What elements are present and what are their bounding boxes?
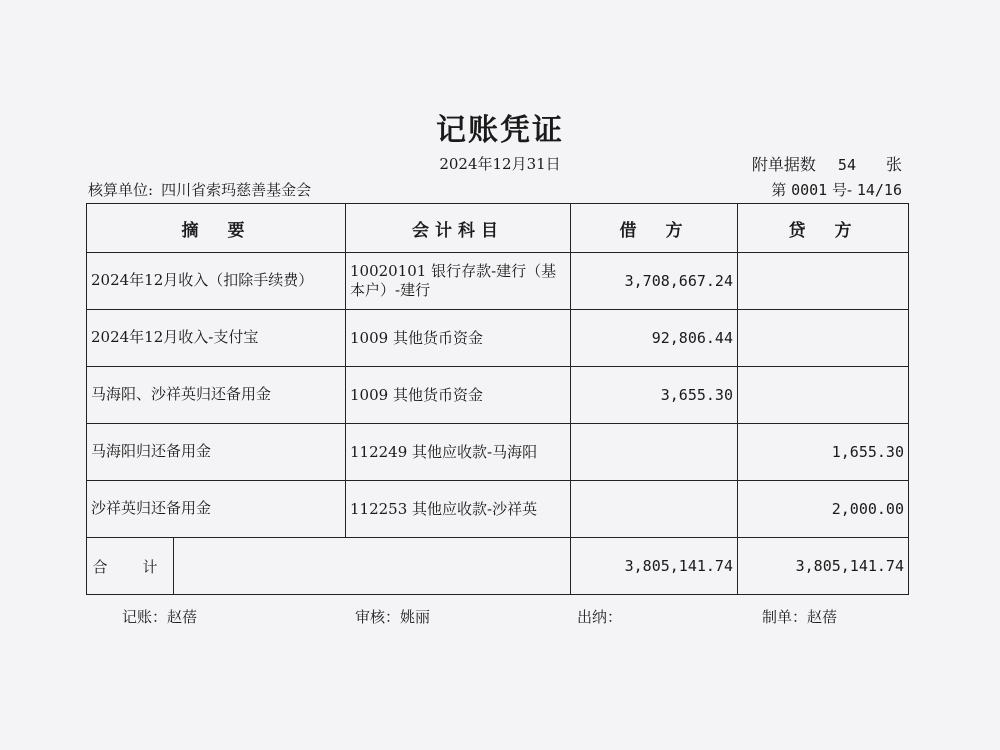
row-debit [571,481,738,538]
header-summary: 摘 要 [87,204,346,253]
total-blank [174,538,571,595]
total-debit: 3,805,141.74 [571,538,738,595]
row-credit [738,253,909,310]
table-row [87,253,909,310]
row-credit [738,310,909,367]
footer-reviewer: 审核：姚丽 [355,608,431,626]
table-row [87,367,909,424]
row-credit: 2,000.00 [738,481,909,538]
number-value: 0001 [791,181,828,199]
row-credit [738,367,909,424]
header-account: 会计科目 [346,204,571,253]
row-account: 112253 其他应收款-沙祥英 [346,481,571,538]
number-suffix: 号- [831,181,853,199]
total-label: 合 计 [87,538,174,595]
row-account: 1009 其他货币资金 [346,310,571,367]
row-credit: 1,655.30 [738,424,909,481]
row-account: 112249 其他应收款-马海阳 [346,424,571,481]
row-debit [571,424,738,481]
row-debit: 3,655.30 [571,367,738,424]
total-row [87,538,909,595]
table-row [87,424,909,481]
attachments-label: 附单据数 [751,155,816,174]
row-summary: 马海阳、沙祥英归还备用金 [87,367,346,424]
header-credit: 贷 方 [738,204,909,253]
voucher-table [86,203,909,595]
attachments-unit: 张 [885,155,902,174]
header-debit: 借 方 [571,204,738,253]
footer-bookkeeper: 记账：赵蓓 [122,608,198,626]
table-row [87,481,909,538]
row-account: 10020101 银行存款-建行（基本户）-建行 [346,253,571,310]
row-debit: 3,708,667.24 [571,253,738,310]
footer-cashier: 出纳： [577,608,623,626]
row-debit: 92,806.44 [571,310,738,367]
total-credit: 3,805,141.74 [738,538,909,595]
table-header [87,204,909,253]
table-row [87,310,909,367]
unit-label: 核算单位: [88,181,154,199]
footer-preparer: 制单：赵蓓 [762,608,838,626]
voucher-number [771,179,902,200]
attachments-info [752,152,902,175]
row-summary: 沙祥英归还备用金 [87,481,346,538]
page-of: 14/16 [856,181,902,199]
number-label: 第 [771,181,787,199]
voucher-date: 2024年12月31日 [439,155,561,173]
accounting-unit [88,179,311,200]
attachments-count: 54 [837,156,856,174]
row-summary: 2024年12月收入（扣除手续费） [87,253,346,310]
unit-name: 四川省索玛慈善基金会 [161,181,312,199]
row-account: 1009 其他货币资金 [346,367,571,424]
row-summary: 马海阳归还备用金 [87,424,346,481]
voucher-title: 记账凭证 [436,113,564,148]
row-summary: 2024年12月收入-支付宝 [87,310,346,367]
